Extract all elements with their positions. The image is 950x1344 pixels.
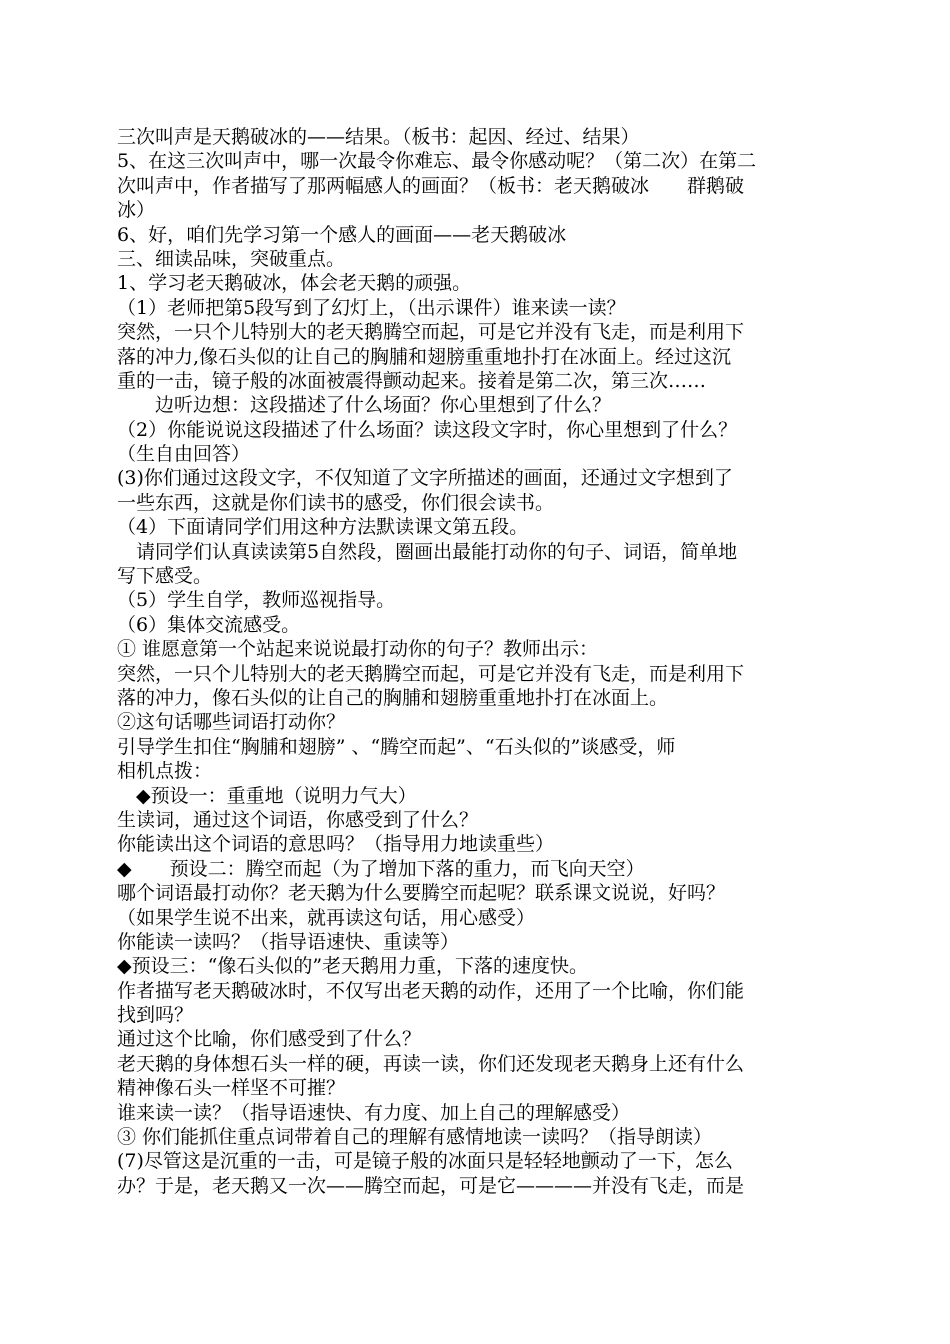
text-line: 通过这个比喻，你们感受到了什么？	[117, 1028, 422, 1051]
text-line: (7)尽管这是沉重的一击，可是镜子般的冰面只是轻轻地颤动了一下，怎么	[117, 1150, 733, 1173]
text-line: ◆预设三：“像石头似的”老天鹅用力重，下落的速度快。	[117, 955, 589, 978]
text-line: 1、学习老天鹅破冰，体会老天鹅的顽强。	[117, 272, 472, 295]
text-line: ① 谁愿意第一个站起来说说最打动你的句子？教师出示：	[117, 638, 599, 661]
text-line: 三次叫声是天鹅破冰的——结果。（板书：起因、经过、结果）	[117, 126, 640, 148]
text-line: ◆ 预设二：腾空而起（为了增加下落的重力，而飞向天空）	[117, 857, 645, 880]
text-line: 次叫声中，作者描写了那两幅感人的画面？（板书：老天鹅破冰 群鹅破	[117, 174, 745, 197]
text-line: 找到吗？	[117, 1004, 194, 1027]
section-heading: 三、细读品味，突破重点。	[117, 247, 346, 270]
text-line: 5、在这三次叫声中，哪一次最令你难忘、最令你感动呢？（第二次）在第二	[117, 150, 757, 173]
text-line: 精神像石头一样坚不可摧？	[117, 1077, 346, 1100]
text-line: （2）你能说说这段描述了什么场面？读这段文字时，你心里想到了什么？	[117, 418, 738, 441]
text-line: 请同学们认真读读第5自然段，圈画出最能打动你的句子、词语，简单地	[117, 540, 738, 563]
text-line: ③ 你们能抓住重点词带着自己的理解有感情地读一读吗？（指导朗读）	[117, 1126, 713, 1149]
text-line: ◆预设一：重重地（说明力气大）	[117, 784, 417, 807]
text-line: 落的冲力,像石头似的让自己的胸脯和翅膀重重地扑打在冰面上。经过这沉	[117, 345, 732, 368]
text-line: ②这句话哪些词语打动你？	[117, 711, 346, 734]
text-line: 你能读出这个词语的意思吗？（指导用力地读重些）	[117, 833, 555, 856]
text-line: （5）学生自学，教师巡视指导。	[117, 589, 396, 612]
text-line: 办？于是，老天鹅又一次——腾空而起，可是它————并没有飞走，而是	[117, 1174, 745, 1197]
text-line: 谁来读一读？（指导语速快、有力度、加上自己的理解感受）	[117, 1101, 631, 1124]
text-line: 突然，一只个儿特别大的老天鹅腾空而起，可是它并没有飞走，而是利用下	[117, 321, 745, 344]
text-line: 引导学生扣住“胸脯和翅膀” 、“腾空而起”、“石头似的”谈感受，师	[117, 735, 676, 758]
text-line: 落的冲力，像石头似的让自己的胸脯和翅膀重重地扑打在冰面上。	[117, 686, 669, 709]
document-page	[117, 125, 837, 1198]
text-line: 相机点拨：	[117, 760, 213, 783]
text-line: (3)你们通过这段文字，不仅知道了文字所描述的画面，还通过文字想到了	[117, 467, 733, 490]
text-line: 你能读一读吗？（指导语速快、重读等）	[117, 930, 460, 953]
text-line: （6）集体交流感受。	[117, 613, 301, 636]
text-line: 哪个词语最打动你？老天鹅为什么要腾空而起呢？联系课文说说，好吗？	[117, 882, 726, 905]
text-line: （生自由回答）	[117, 443, 251, 466]
text-line: 写下感受。	[117, 565, 213, 588]
text-line: （如果学生说不出来，就再读这句话，用心感受）	[117, 906, 536, 929]
text-line: 作者描写老天鹅破冰时，不仅写出老天鹅的动作，还用了一个比喻，你们能	[117, 979, 745, 1002]
text-line: （1）老师把第5段写到了幻灯上，（出示课件）谁来读一读？	[117, 296, 626, 319]
text-line: 重的一击，镜子般的冰面被震得颤动起来。接着是第二次，第三次……	[117, 369, 707, 392]
text-line: 突然，一只个儿特别大的老天鹅腾空而起，可是它并没有飞走，而是利用下	[117, 662, 745, 685]
text-line: 一些东西，这就是你们读书的感受，你们很会读书。	[117, 491, 555, 514]
text-line: 6、好，咱们先学习第一个感人的画面——老天鹅破冰	[117, 223, 567, 246]
text-line: 边听边想：这段描述了什么场面？你心里想到了什么？	[117, 394, 612, 417]
text-line: 老天鹅的身体想石头一样的硬，再读一读，你们还发现老天鹅身上还有什么	[117, 1052, 745, 1075]
text-line: （4）下面请同学们用这种方法默读课文第五段。	[117, 516, 529, 539]
text-line: 冰）	[117, 199, 156, 222]
text-line: 生读词，通过这个词语，你感受到了什么？	[117, 808, 479, 831]
